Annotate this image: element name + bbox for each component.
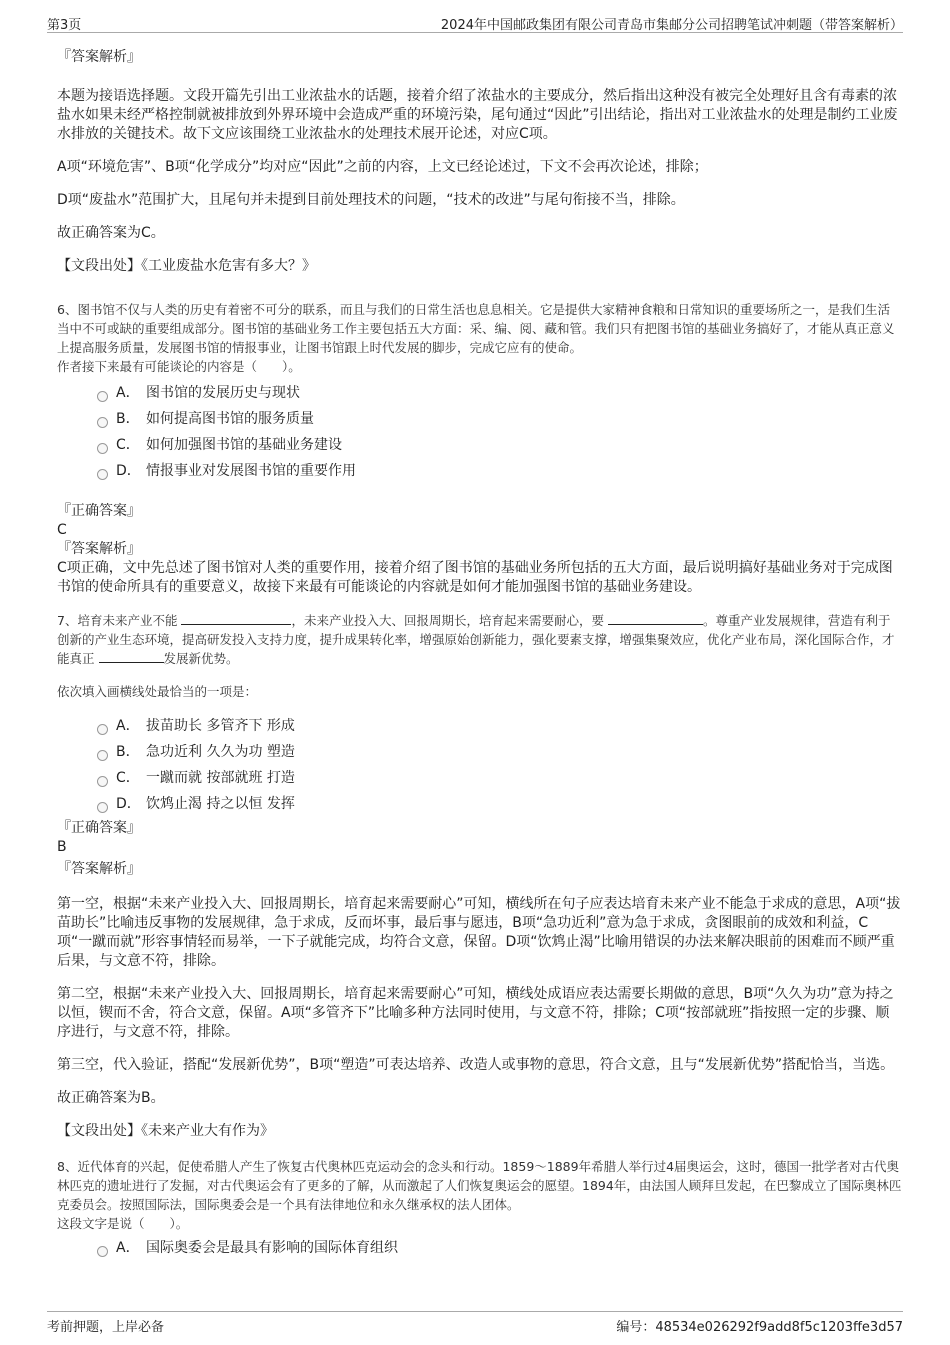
radio-icon[interactable] bbox=[97, 750, 108, 761]
conclusion: 故正确答案为B。 bbox=[57, 1090, 165, 1106]
option-c[interactable]: C． 一蹴而就 按部就班 打造 bbox=[97, 765, 902, 791]
analysis-paragraph: 本题为接语选择题。文段开篇先引出工业浓盐水的话题，接着介绍了浓盐水的主要成分，然后指出这种没有被完全处理好且含有毒素的浓盐水如果未经严格控制就被排放到外界环境中会造成严重的环境污染，尾句通过“因此”引出结论，指出对工业浓盐水的处理是制约工业废水排放的关键技术。故下文应该围绕工业浓盐水的处理技术展开论述，对应C项。 bbox=[57, 88, 898, 142]
option-a[interactable]: A． 拔苗助长 多管齐下 形成 bbox=[97, 713, 902, 739]
radio-icon[interactable] bbox=[97, 391, 108, 402]
question-6 bbox=[57, 300, 902, 597]
page-content bbox=[57, 40, 902, 1261]
options-list bbox=[97, 1235, 902, 1261]
analysis-label: 『答案解析』 bbox=[57, 49, 141, 65]
options-list bbox=[97, 380, 902, 484]
document-title: 2024年中国邮政集团有限公司青岛市集邮分公司招聘笔试冲刺题（带答案解析） bbox=[440, 18, 903, 33]
radio-icon[interactable] bbox=[97, 469, 108, 480]
options-list bbox=[97, 713, 902, 817]
option-a[interactable]: A． 国际奥委会是最具有影响的国际体育组织 bbox=[97, 1235, 902, 1261]
blank-2 bbox=[608, 612, 703, 625]
question-8 bbox=[57, 1157, 902, 1261]
analysis-paragraph: A项“环境危害”、B项“化学成分”均对应“因此”之前的内容，上文已经论述过，下文不会再次论述，排除； bbox=[57, 159, 708, 175]
answer-label: 『正确答案』 bbox=[57, 820, 141, 836]
question-prompt: 依次填入画横线处最恰当的一项是： bbox=[57, 684, 258, 699]
option-a[interactable]: A． 图书馆的发展历史与现状 bbox=[97, 380, 902, 406]
answer-value: C bbox=[57, 522, 67, 538]
source: 【文段出处】《未来产业大有作为》 bbox=[57, 1123, 274, 1139]
option-d[interactable]: D． 饮鸩止渴 持之以恒 发挥 bbox=[97, 791, 902, 817]
analysis-paragraph: 第一空，根据“未来产业投入大、回报周期长，培育起来需要耐心”可知，横线所在句子应表达培育未来产业不能急于求成的意思，A项“拔苗助长”比喻违反事物的发展规律，急于求成，反而坏事，最后事与愿违，B项“急功近利”意为急于求成，贪图眼前的成效和利益，C项“一蹴而就”形容事情轻而易举，一下子就能完成，均符合文意，保留。D项“饮鸩止渴”比喻用错误的办法来解决眼前的困难而不顾严重后果，与文意不符，排除。 bbox=[57, 896, 901, 969]
footer-slogan: 考前押题，上岸必备 bbox=[47, 1320, 165, 1335]
analysis-paragraph: C项正确，文中先总述了图书馆对人类的重要作用，接着介绍了图书馆的基础业务所包括的五大方面，最后说明搞好基础业务对于完成图书馆的使命所具有的重要意义，故接下来最有可能谈论的内容就是如何才能加强图书馆的基础业务建设。 bbox=[57, 560, 893, 595]
radio-icon[interactable] bbox=[97, 802, 108, 813]
conclusion: 故正确答案为C。 bbox=[57, 225, 165, 241]
question-stem: 6、图书馆不仅与人类的历史有着密不可分的联系，而且与我们的日常生活也息息相关。它是提供大家精神食粮和日常知识的重要场所之一，是我们生活当中不可或缺的重要组成部分。图书馆的基础业务工作主要包括五大方面：采、编、阅、藏和管。我们只有把图书馆的基础业务搞好了，才能从真正意义上提高服务质量，发展图书馆的情报事业，让图书馆跟上时代发展的脚步，完成它应有的使命。 bbox=[57, 302, 895, 355]
option-b[interactable]: B． 如何提高图书馆的服务质量 bbox=[97, 406, 902, 432]
option-c[interactable]: C． 如何加强图书馆的基础业务建设 bbox=[97, 432, 902, 458]
radio-icon[interactable] bbox=[97, 443, 108, 454]
document-code: 编号：48534e026292f9add8f5c1203ffe3d57 bbox=[616, 1320, 903, 1335]
question-prompt: 这段文字是说（ ）。 bbox=[57, 1216, 189, 1231]
analysis-label: 『答案解析』 bbox=[57, 541, 141, 557]
radio-icon[interactable] bbox=[97, 1246, 108, 1257]
answer-value: B bbox=[57, 839, 67, 855]
radio-icon[interactable] bbox=[97, 417, 108, 428]
page-footer bbox=[47, 1311, 903, 1336]
analysis-paragraph: D项“废盐水”范围扩大，且尾句并未提到目前处理技术的问题，“技术的改进”与尾句衔接不当，排除。 bbox=[57, 192, 685, 208]
question-stem: 7、培育未来产业不能 ，未来产业投入大、回报周期长，培育起来需要耐心，要 。尊重产业发展规律，营造有利于创新的产业生态环境，提高研发投入支持力度，提升成果转化率，增强原始创新能力，强化要素支撑，增强集聚效应，优化产业布局，深化国际合作，才能真正 发展新优势。 bbox=[57, 613, 895, 666]
analysis-paragraph: 第三空，代入验证，搭配“发展新优势”，B项“塑造”可表达培养、改造人或事物的意思，符合文意，且与“发展新优势”搭配恰当，当选。 bbox=[57, 1057, 895, 1073]
page-number: 第3页 bbox=[47, 18, 82, 33]
radio-icon[interactable] bbox=[97, 724, 108, 735]
answer-label: 『正确答案』 bbox=[57, 503, 141, 519]
question-prompt: 作者接下来最有可能谈论的内容是（ ）。 bbox=[57, 359, 301, 374]
blank-1 bbox=[181, 612, 291, 625]
page-header bbox=[47, 10, 903, 33]
option-d[interactable]: D． 情报事业对发展图书馆的重要作用 bbox=[97, 458, 902, 484]
question-7 bbox=[57, 611, 902, 1141]
option-b[interactable]: B． 急功近利 久久为功 塑造 bbox=[97, 739, 902, 765]
blank-3 bbox=[99, 650, 164, 663]
analysis-paragraph: 第二空，根据“未来产业投入大、回报周期长，培育起来需要耐心”可知，横线处成语应表达需要长期做的意思，B项“久久为功”意为持之以恒，锲而不舍，符合文意，保留。A项“多管齐下”比喻多种方法同时使用，与文意不符，排除；C项“按部就班”指按照一定的步骤、顺序进行，与文意不符，排除。 bbox=[57, 986, 894, 1040]
source: 【文段出处】《工业废盐水危害有多大？》 bbox=[57, 258, 316, 274]
radio-icon[interactable] bbox=[97, 776, 108, 787]
question-stem: 8、近代体育的兴起，促使希腊人产生了恢复古代奥林匹克运动会的念头和行动。1859～1889年希腊人举行过4届奥运会，这时，德国一批学者对古代奥林匹克的遗址进行了发掘，对古代奥运会有了更多的了解，从而激起了人们恢复奥运会的愿望。1894年，由法国人顾拜旦发起，在巴黎成立了国际奥林匹克委员会。按照国际法，国际奥委会是一个具有法律地位和永久继承权的法人团体。 bbox=[57, 1159, 902, 1212]
analysis-label: 『答案解析』 bbox=[57, 861, 141, 877]
